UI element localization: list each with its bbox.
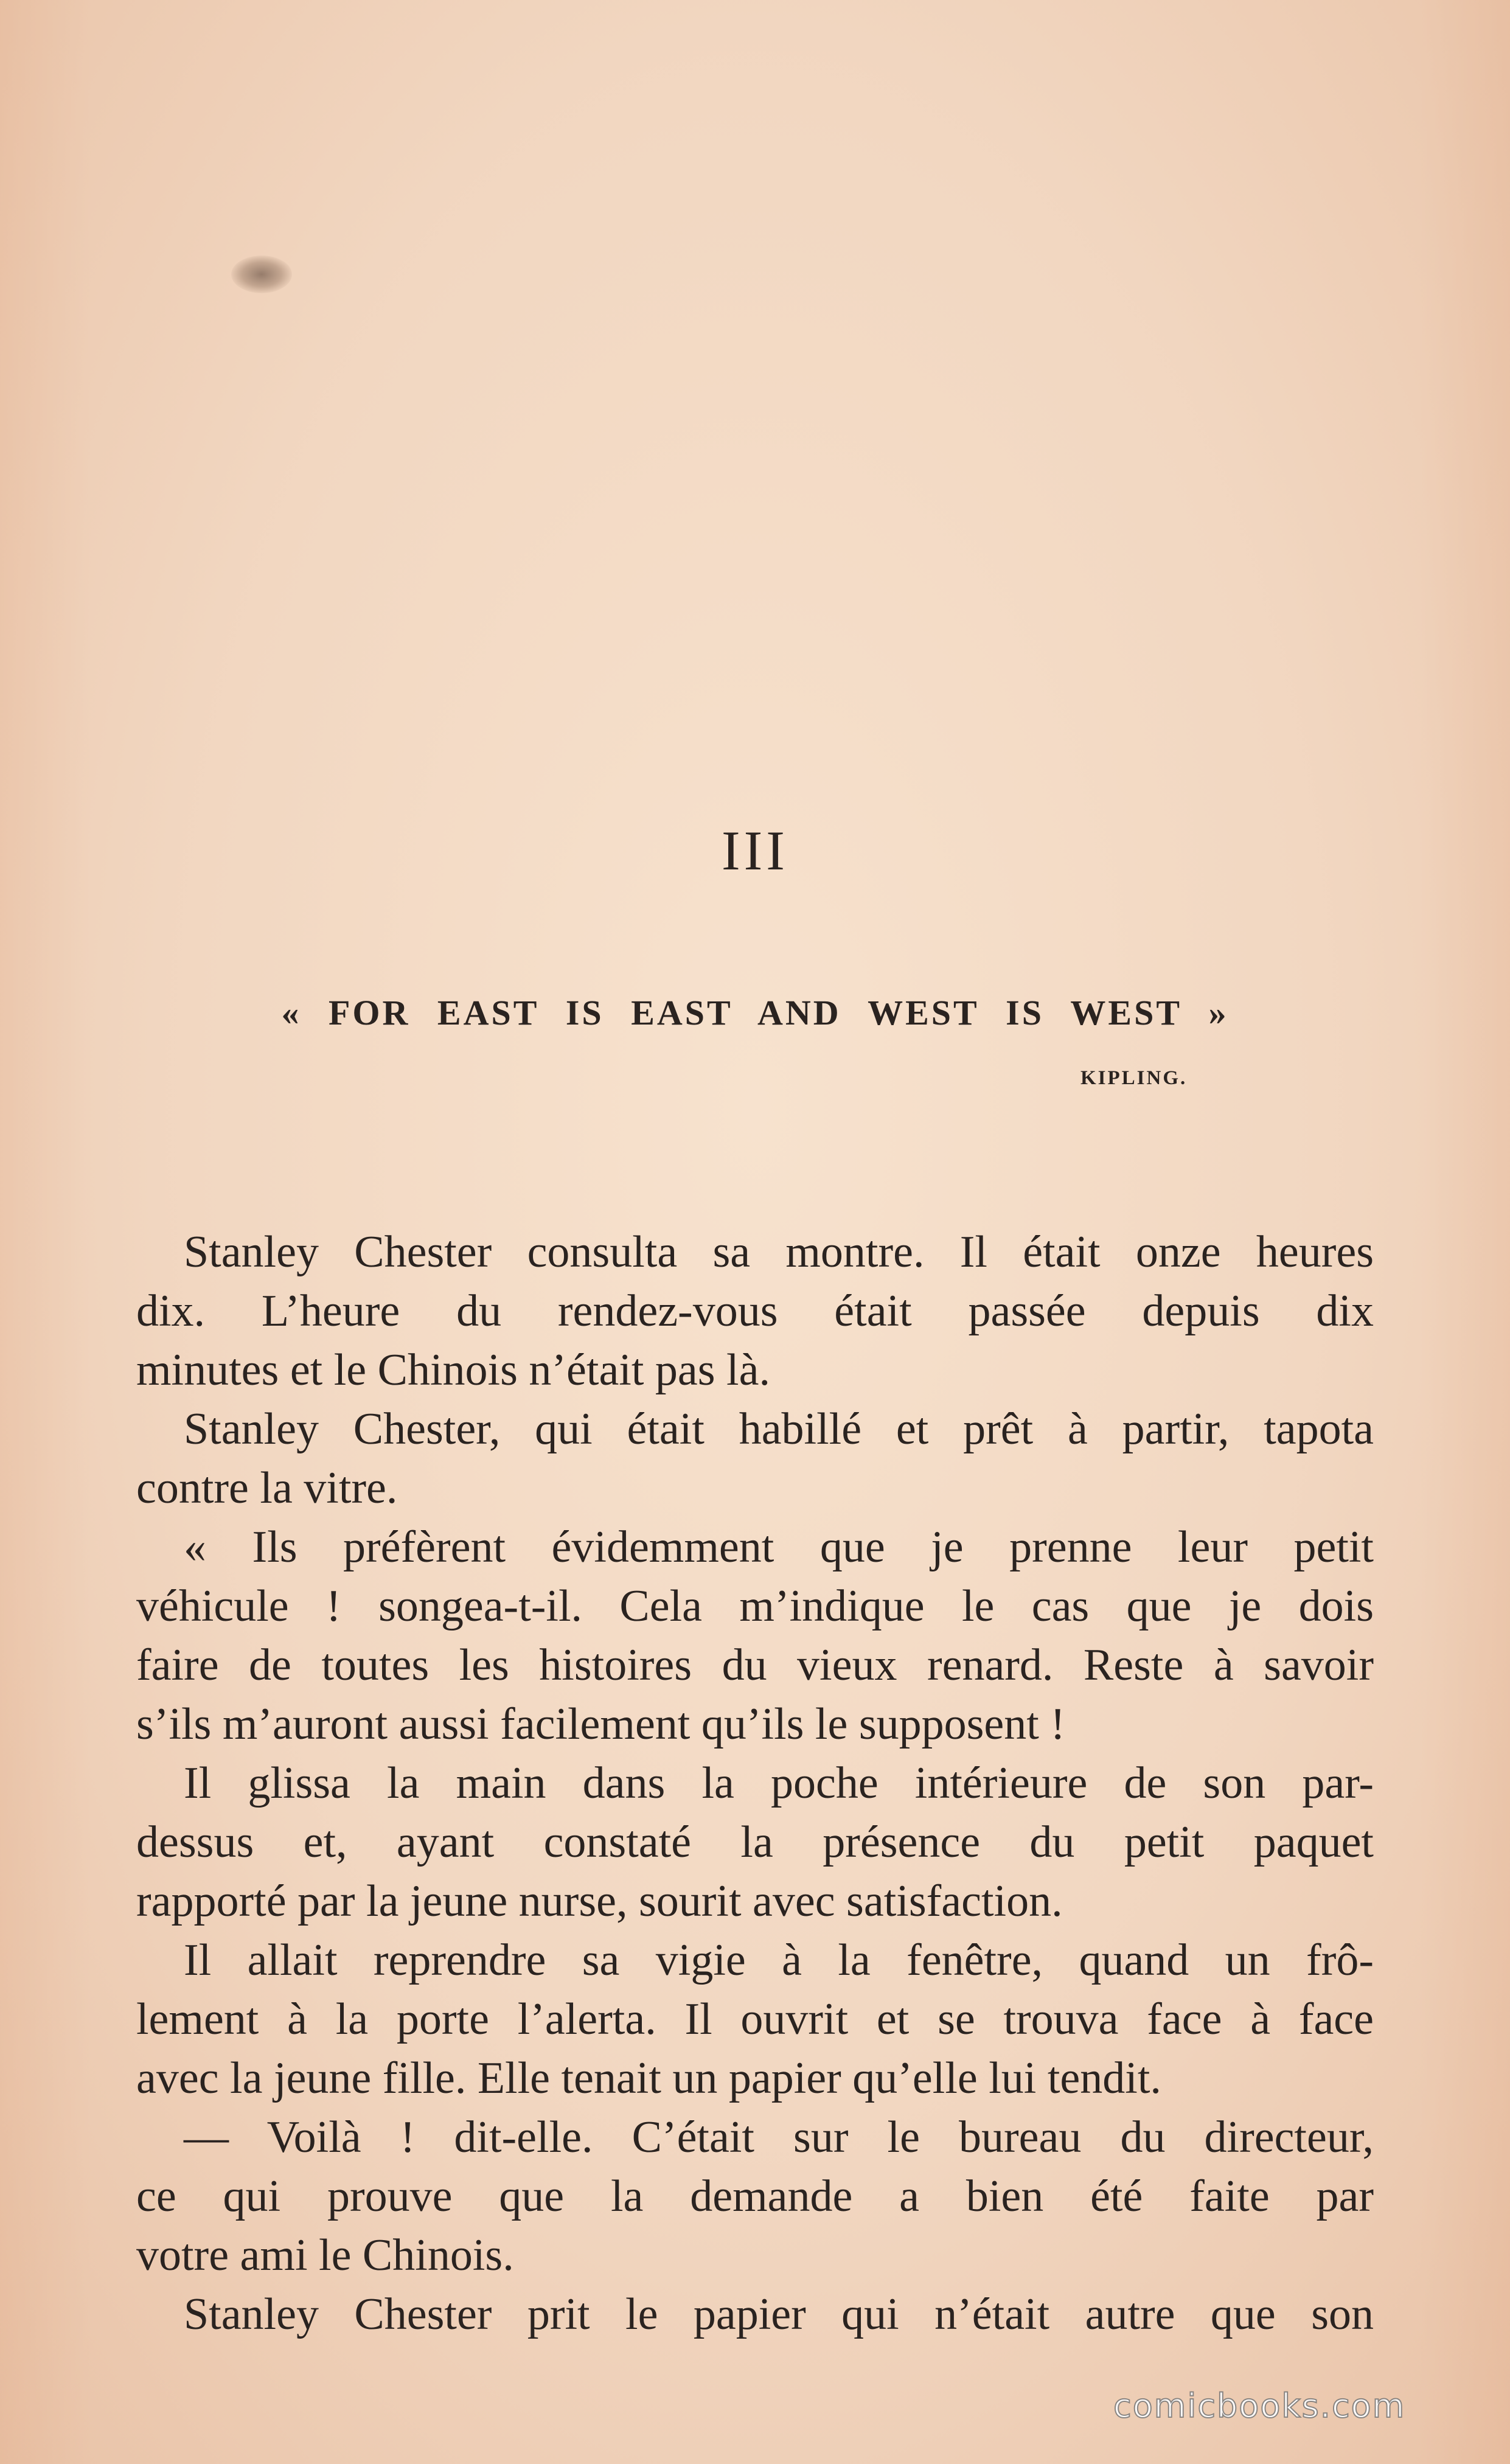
epigraph: « FOR EAST IS EAST AND WEST IS WEST »: [281, 993, 1229, 1032]
text-line: Stanley Chester, qui était habillé et prêt à partir, tapota: [184, 1404, 1374, 1454]
body-text: [136, 1223, 1374, 2344]
text-line: — Voilà ! dit-elle. C’était sur le bureau du directeur,: [184, 2112, 1374, 2162]
text-line: s’ils m’auront aussi facilement qu’ils le supposent !: [136, 1699, 1065, 1749]
text-line: minutes et le Chinois n’était pas là.: [136, 1345, 770, 1395]
text-line: Stanley Chester consulta sa montre. Il était onze heures: [184, 1227, 1374, 1277]
text-line: contre la vitre.: [136, 1463, 398, 1513]
text-line: Il glissa la main dans la poche intérieure de son par-: [184, 1758, 1374, 1808]
text-line: « Ils préfèrent évidemment que je prenne leur petit: [184, 1522, 1374, 1572]
text-line: véhicule ! songea-t-il. Cela m’indique le cas que je dois: [136, 1581, 1374, 1631]
text-line: Stanley Chester prit le papier qui n’était autre que son: [184, 2289, 1374, 2339]
text-line: votre ami le Chinois.: [136, 2230, 514, 2280]
watermark: comicbooks.com: [1113, 2387, 1406, 2425]
text-line: dessus et, ayant constaté la présence du petit paquet: [136, 1817, 1374, 1867]
text-line: lement à la porte l’alerta. Il ouvrit et se trouva face à face: [136, 1994, 1374, 2044]
paper-stain: [231, 256, 292, 293]
epigraph-attribution: KIPLING.: [1080, 1067, 1188, 1089]
text-line: Il allait reprendre sa vigie à la fenêtre, quand un frô-: [184, 1935, 1374, 1985]
text-line: dix. L’heure du rendez-vous était passée depuis dix: [136, 1286, 1374, 1336]
text-line: rapporté par la jeune nurse, sourit avec satisfaction.: [136, 1876, 1063, 1926]
chapter-number: III: [722, 820, 788, 882]
text-line: ce qui prouve que la demande a bien été faite par: [136, 2171, 1374, 2221]
text-line: faire de toutes les histoires du vieux renard. Reste à savoir: [136, 1640, 1374, 1690]
text-line: avec la jeune fille. Elle tenait un papier qu’elle lui tendit.: [136, 2053, 1161, 2103]
